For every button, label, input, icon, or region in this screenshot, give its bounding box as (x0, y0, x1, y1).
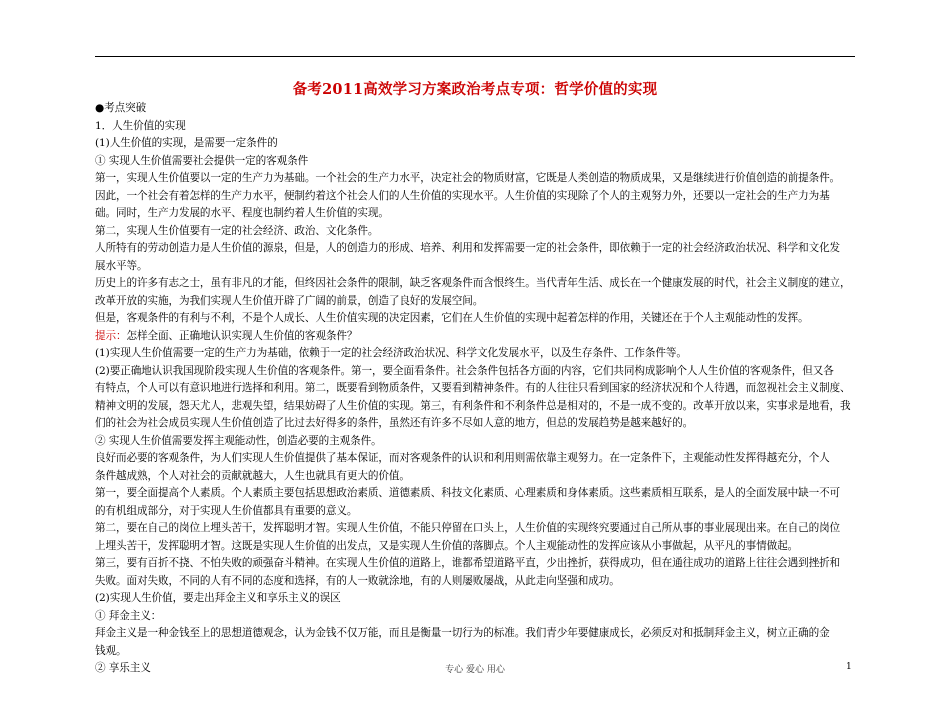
text-line: 上埋头苦干，发挥聪明才智。这既是实现人生价值的出发点，又是实现人生价值的落脚点。个人主观能动性的发挥应该从小事做起，从平凡的事情做起。 (95, 539, 799, 552)
text-line: ② 享乐主义 (95, 662, 151, 674)
footer-text: 专心 爱心 用心 (445, 665, 505, 675)
text-line: ① 实现人生价值需要社会提供一定的客观条件 (95, 154, 309, 167)
text-line: ●考点突破 (95, 102, 147, 114)
text-line: 第三，要有百折不挠、不怕失败的顽强奋斗精神。在实现人生价值的道路上，谁都希望道路平直，少出挫折，获得成功，但在通往成功的道路上往往会遇到挫折和 (95, 557, 841, 569)
text-line: 历史上的许多有志之士，虽有非凡的才能，但终因社会条件的限制，缺乏客观条件而含恨终生。当代青年生活、成长在一个健康发展的时代，社会主义制度的建立， (95, 277, 851, 289)
text-line: 第二，要在自己的岗位上埋头苦干，发挥聪明才智。实现人生价值，不能只停留在口头上，人生价值的实现终究要通过自己所从事的事业展现出来。在自己的岗位 (95, 522, 841, 534)
text-line: 条件越成熟，个人对社会的贡献就越大，人生也就具有更大的价值。 (95, 469, 410, 482)
text-line: 良好而必要的客观条件，为人们实现人生价值提供了基本保证，而对客观条件的认识和利用则需依靠主观努力。在一定条件下，主观能动性发挥得越充分，个人 (95, 452, 830, 464)
hint-label: 提示： (95, 329, 127, 342)
text-line: ① 拜金主义： (95, 609, 162, 622)
text-line: (2)要正确地认识我国现阶段实现人生价值的客观条件。第一，要全面看条件。社会条件包括各方面的内容，它们共同构成影响个人人生价值的客观条件，但又各 (95, 364, 834, 377)
text-line: 第一，要全面提高个人素质。个人素质主要包括思想政治素质、道德素质、科技文化素质、心理素质和身体素质。这些素质相互联系，是人的全面发展中缺一不可 (95, 487, 841, 499)
text-line: 拜金主义是一种金钱至上的思想道德观念，认为金钱不仅万能，而且是衡量一切行为的标准。我们青少年要健康成长，必须反对和抵制拜金主义，树立正确的金 (95, 627, 830, 639)
text-line: (1)实现人生价值需要一定的生产力为基础，依赖于一定的社会经济政治状况、科学文化发展水平，以及生存条件、工作条件等。 (95, 347, 687, 359)
text-line: 因此，一个社会有着怎样的生产力水平，便制约着这个社会人们的人生价值的实现水平。人生价值的实现除了个人的主观努力外，还要以一定社会的生产力为基 (95, 189, 830, 202)
text-line: 第二，实现人生价值要有一定的社会经济、政治、文化条件。 (95, 224, 379, 237)
text-line: 失败。面对失败，不同的人有不同的态度和选择，有的人一败就涂地，有的人则屡败屡战，从此走向坚强和成功。 (95, 574, 620, 587)
text-line: 1．人生价值的实现 (95, 119, 186, 132)
text-line: (1)人生价值的实现，是需要一定条件的 (95, 137, 278, 149)
document-body (95, 100, 855, 678)
text-line: 钱观。 (95, 644, 127, 657)
header-rule (95, 56, 855, 57)
document-title: 备考2011高效学习方案政治考点专项：哲学价值的实现 (292, 81, 658, 98)
text-line: 第一，实现人生价值要以一定的生产力为基础。一个社会的生产力水平，决定社会的物质财富，它既是人类创造的物质成果，又是继续进行价值创造的前提条件。 (95, 172, 841, 184)
page-number: 1 (846, 662, 852, 672)
text-line: 人所特有的劳动创造力是人生价值的源泉，但是，人的创造力的形成、培养、利用和发挥需要一定的社会条件，即依赖于一定的社会经济政治状况、科学和文化发 (95, 242, 841, 254)
text-line: 有特点，个人可以有意识地进行选择和利用。第二，既要看到物质条件，又要看到精神条件。有的人往往只看到国家的经济状况和个人待遇，而忽视社会主义制度、 (95, 382, 851, 394)
text-line: 础。同时，生产力发展的水平、程度也制约着人生价值的实现。 (95, 207, 389, 219)
text-line: 展水平等。 (95, 259, 148, 272)
text-line: (2)实现人生价值，要走出拜金主义和享乐主义的误区 (95, 592, 341, 604)
text-line: 的有机组成部分，对于实现人生价值都具有重要的意义。 (95, 504, 358, 517)
text-line: ② 实现人生价值需要发挥主观能动性，创造必要的主观条件。 (95, 434, 382, 447)
text-line: 精神文明的发展，怨天尤人，悲观失望，结果妨碍了人生价值的实现。第三，有利条件和不利条件总是相对的，不是一成不变的。改革开放以来，实事求是地看，我 (95, 399, 851, 412)
text-line: 但是，客观条件的有利与不利，不是个人成长、人生价值实现的决定因素，它们在人生价值的实现中起着怎样的作用，关键还在于个人主观能动性的发挥。 (95, 312, 809, 324)
text-line (95, 328, 855, 346)
hint-text: 怎样全面、正确地认识实现人生价值的客观条件？ (126, 329, 358, 342)
text-line: 们的社会为社会成员实现人生价值创造了比过去好得多的条件，虽然还有许多不尽如人意的地方，但总的发展趋势是越来越好的。 (95, 417, 694, 429)
text-line: 改革开放的实施，为我们实现人生价值开辟了广阔的前景，创造了良好的发展空间。 (95, 294, 484, 307)
